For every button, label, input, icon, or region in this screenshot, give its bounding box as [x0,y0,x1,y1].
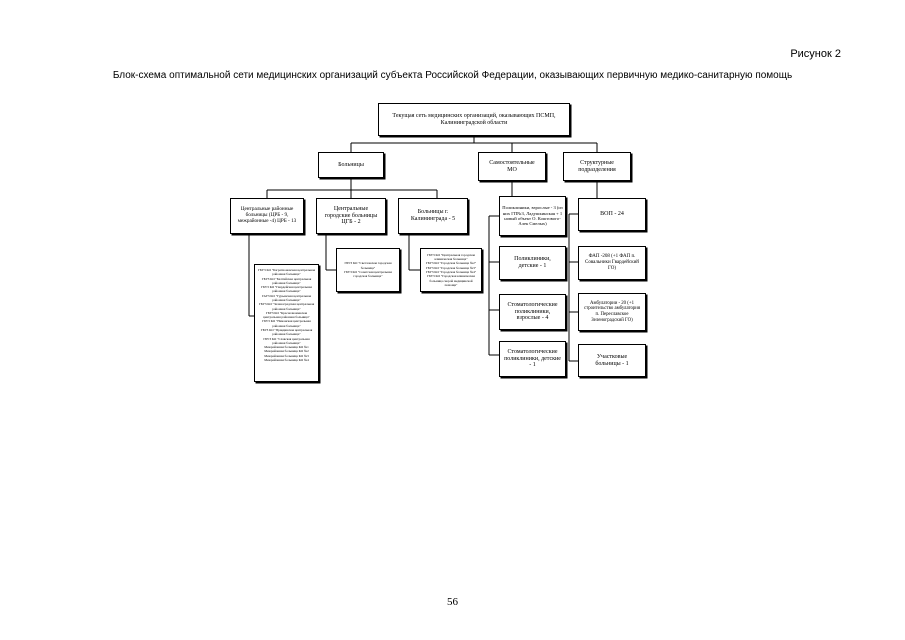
city-hospitals-list [420,248,482,292]
page-title: Блок-схема оптимальной сети медицинских организаций субъекта Российской Федерации, оказывающих первичную медико-санитарную помощь [112,70,793,81]
list-item: ГБУЗ КО "Славская центральная районная больница" [263,336,310,345]
list-item: ГБУЗ КО "Гвардейская центральная районная больница" [261,285,312,294]
list-item: ГБУЗ КО "Балтийская центральная районная больница" [261,276,312,285]
list-item: Межрайонная больница КО №2 [264,349,309,354]
figure-label: Рисунок 2 [790,48,841,60]
list-item: ГБУЗ КО "Краснознаменская центральная районная больница" [263,310,310,320]
list-item: Межрайонная больница КО №1 [264,345,309,350]
structural-units-node: Структурные подразделения [563,152,631,181]
list-item: ГБУЗ КО "Советская центральная городская больница" [344,270,392,279]
cgb-list [336,248,400,292]
list-item: ГБУЗ КО "Центральная городская клиническая больница" [427,252,475,262]
adult-polyclinics-node: Поликлиники, взрослые - 3 (из них ГП№3, Ладушкинская + 1 новый объект О. Коштового-Алек Смелых) [499,196,566,236]
crb-list [254,264,319,382]
ambulatory-node: Амбулатории - 20 (+1 строительство амбулатория п. Переславское Зеленоградский ГО) [578,293,646,331]
list-item: ГБУЗ КО "Багратионовская центральная районная больница" [258,268,315,277]
list-item: ГБУЗ КО "Правдинская центральная районная больница" [260,327,313,337]
hospitals-node: Больницы [318,152,384,178]
children-dental-node: Стоматологические поликлиники, детские - 1 [499,341,566,377]
list-item: ГБУЗ КО "Зеленоградская центральная районная больница" [258,302,315,311]
list-item: Межрайонная больница КО №3 [264,353,309,358]
cgb-node: Центральные городские больницы ЦГБ - 2 [316,198,386,234]
list-item: Межрайонная больница КО №4 [264,357,309,362]
list-item: ГАУЗ КО "Гурьевская центральная районная больница" [262,293,311,302]
adult-dental-node: Стоматологические поликлиники, взрослые - 4 [499,294,566,330]
list-item: ГБУЗ КО "Городская больница №2" [425,261,477,266]
children-polyclinics-node: Поликлиники, детские - 1 [499,246,566,280]
list-item: ГБУЗ КО "Городская больница №4" [425,270,477,274]
list-item: ГБУЗ КО "Неманская центральная районная больница" [262,319,311,328]
independent-mo-node: Самостоятельные МО [478,152,546,181]
district-hospitals-node: Участковые больницы - 1 [578,344,646,377]
page-number: 56 [447,596,458,608]
list-item: ГБУЗ КО "Городская больница №3" [425,265,477,270]
root-node: Текущая сеть медицинских организаций, оказывающих ПСМП, Калининградской области [378,103,570,136]
list-item: ГБУЗ КО "Городская клиническая больница скорой медицинской помощи" [427,274,475,287]
list-item: ГБУЗ КО "Светловская городская больница" [344,261,392,270]
vop-node: ВОП - 24 [578,198,646,231]
kaliningrad-hospitals-node: Больницы г. Калининграда - 5 [398,198,468,234]
crb-node: Центральные районные больницы (ЦРБ - 9, межрайонные -4) ЦРБ - 13 [230,198,304,234]
fap-node: ФАП -208 (+1 ФАП п. Совальники Гвардейский ГО) [578,246,646,280]
